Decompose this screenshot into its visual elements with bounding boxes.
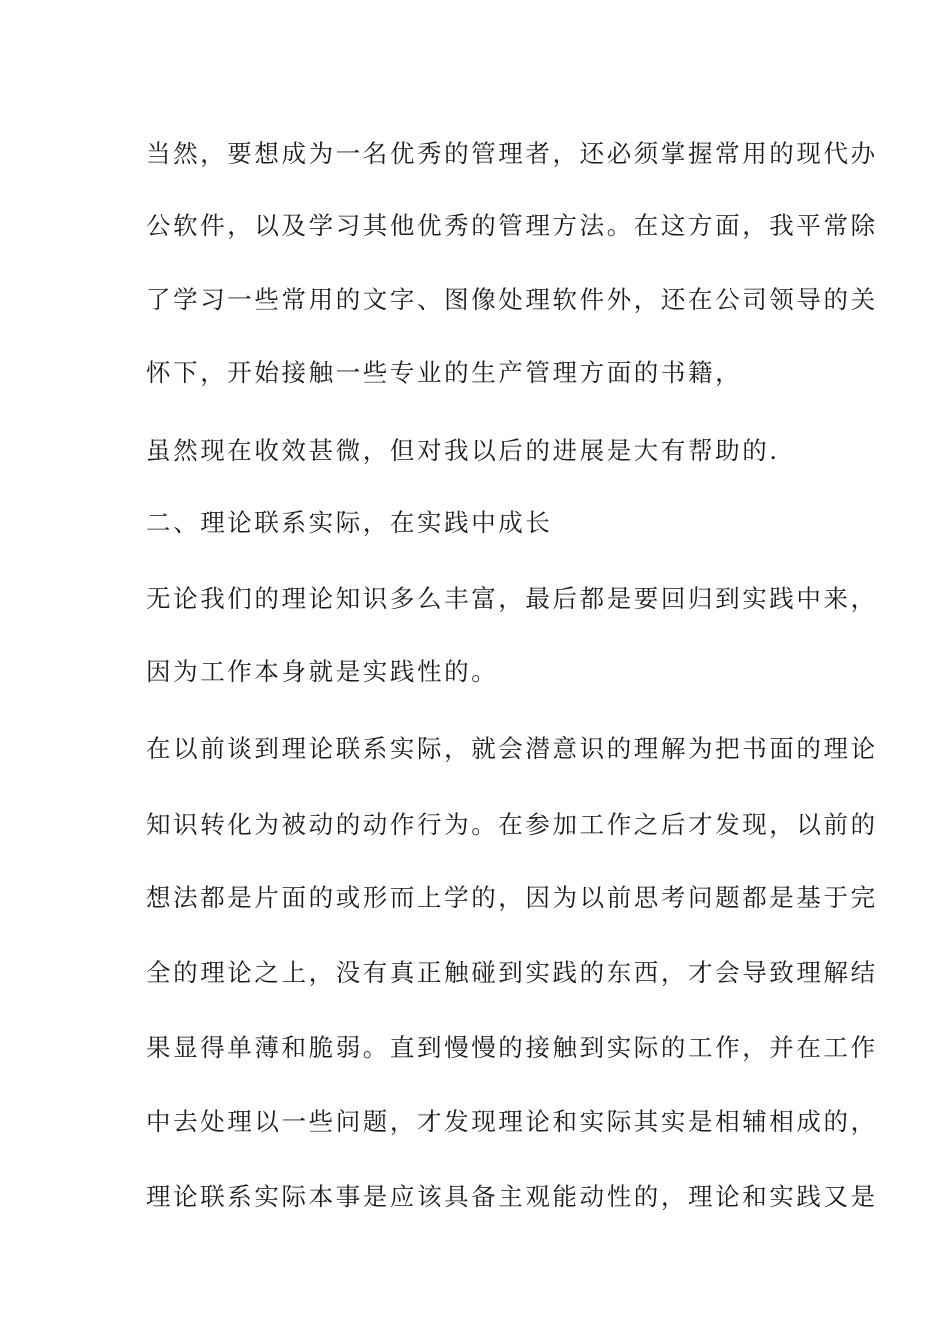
- text-line: 当然，要想成为一名优秀的管理者，还必须掌握常用的现代办: [146, 139, 878, 168]
- text-line: 因为工作本身就是实践性的。: [146, 657, 499, 686]
- text-line: 在以前谈到理论联系实际，就会潜意识的理解为把书面的理论: [146, 734, 878, 763]
- text-line: 果显得单薄和脆弱。直到慢慢的接触到实际的工作，并在工作: [146, 1033, 878, 1062]
- text-line: 虽然现在收效甚微，但对我以后的进展是大有帮助的.: [146, 436, 780, 465]
- text-line: 想法都是片面的或形而上学的，因为以前思考问题都是基于完: [146, 883, 878, 912]
- text-line: 中去处理以一些问题，才发现理论和实际其实是相辅相成的，: [146, 1107, 878, 1136]
- text-line: 了学习一些常用的文字、图像处理软件外，还在公司领导的关: [146, 285, 878, 314]
- text-line: 理论联系实际本事是应该具备主观能动性的，理论和实践又是: [146, 1182, 878, 1211]
- text-line: 全的理论之上，没有真正触碰到实践的东西，才会导致理解结: [146, 958, 878, 987]
- text-line: 无论我们的理论知识多么丰富，最后都是要回归到实践中来，: [146, 584, 878, 613]
- section-heading: 二、理论联系实际，在实践中成长: [146, 508, 553, 537]
- text-line: 怀下，开始接触一些专业的生产管理方面的书籍，: [146, 358, 743, 387]
- text-line: 公软件，以及学习其他优秀的管理方法。在这方面，我平常除: [146, 211, 878, 240]
- text-line: 知识转化为被动的动作行为。在参加工作之后才发现，以前的: [146, 810, 878, 839]
